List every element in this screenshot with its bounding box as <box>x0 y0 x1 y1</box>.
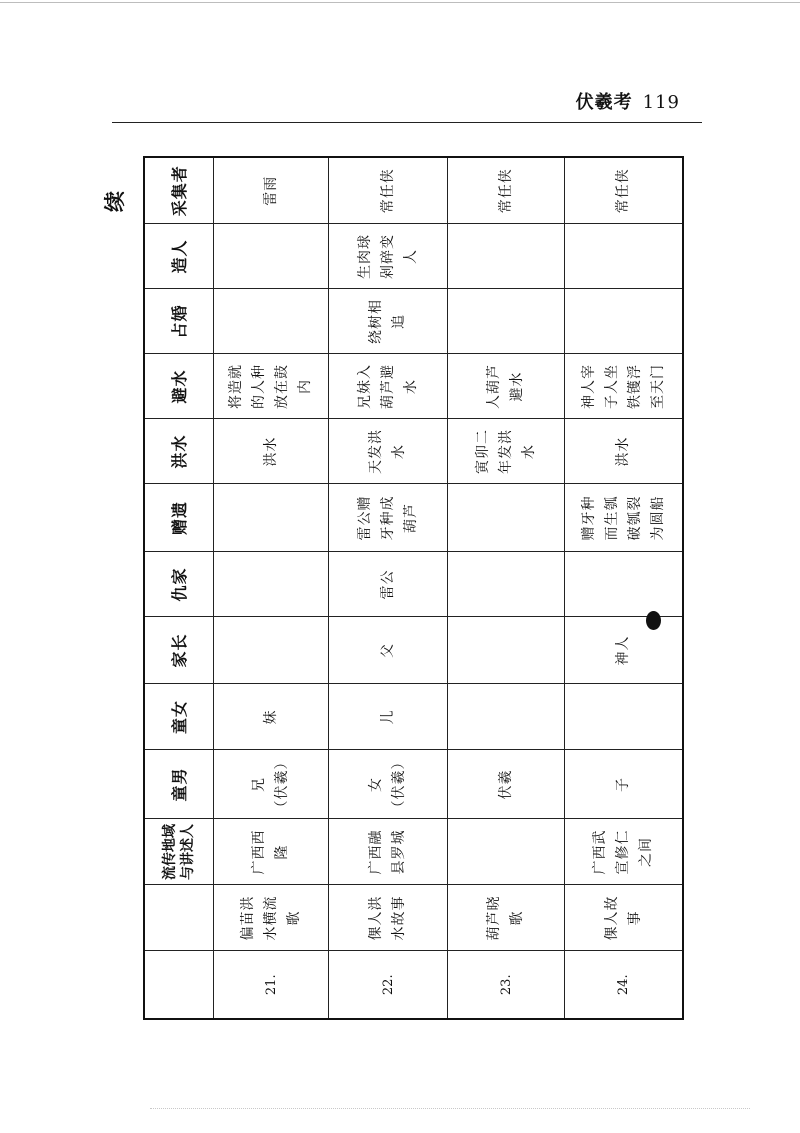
cell-boy <box>565 750 684 819</box>
cell-girl <box>565 684 684 750</box>
cell-girl <box>448 684 565 750</box>
cell-line: 隆 <box>274 844 290 860</box>
cell-line: 伏羲 <box>497 769 514 800</box>
cell-line: 的人种 <box>251 364 267 409</box>
book-title: 伏羲考 <box>575 92 633 113</box>
cell-boy <box>214 750 329 819</box>
cell-line: 寅卯二 <box>474 429 491 474</box>
cell-line: 避水 <box>509 371 525 402</box>
header-col-flood: 洪水 <box>144 419 214 484</box>
cell-title <box>214 885 329 951</box>
cell-line: 神人宰 <box>580 364 597 409</box>
cell-line: 歌 <box>285 910 302 926</box>
row-number: 22. <box>329 951 448 1019</box>
cell-line: 广西西 <box>251 829 267 875</box>
cell-line: 儿 <box>379 709 396 725</box>
cell-line: 倮人洪 <box>368 895 384 941</box>
cell-shelter <box>448 354 565 419</box>
cell-region <box>565 819 684 885</box>
cell-marriage <box>329 289 448 354</box>
cell-line: 广西武 <box>592 829 608 875</box>
cell-shelter <box>329 354 448 419</box>
cell-line: 常任侠 <box>497 168 514 214</box>
cell-flood <box>214 419 329 484</box>
cell-shelter <box>565 354 684 419</box>
cell-line: 偏苗洪 <box>239 895 256 941</box>
cell-line: 铁镬浮 <box>626 364 643 409</box>
cell-line: 水横流 <box>262 895 279 941</box>
table-row <box>448 157 565 1019</box>
header-col-gift: 赠遗 <box>144 484 214 552</box>
cell-line: 为圆船 <box>649 495 666 541</box>
row-number: 21. <box>214 951 329 1019</box>
header-col-shelter: 避水 <box>144 354 214 419</box>
cell-girl <box>214 684 329 750</box>
cell-creation <box>329 224 448 289</box>
cell-line: 宣修仁 <box>615 829 631 875</box>
cell-line: 兄 <box>251 777 267 792</box>
cell-line: 雷公赠 <box>356 495 373 541</box>
header-row <box>144 157 214 1019</box>
cell-line: 雷公 <box>379 569 396 600</box>
cell-line: 放在鼓 <box>274 364 290 409</box>
cell-line: 葫芦晓 <box>486 895 502 941</box>
cell-line: 事 <box>626 910 643 926</box>
cell-line: 兄妹入 <box>356 364 373 409</box>
cell-line: 水 <box>391 444 407 459</box>
cell-line: 将造就 <box>228 364 244 409</box>
cell-gift <box>448 484 565 552</box>
cell-line: 倮人故 <box>603 895 620 941</box>
cell-parent <box>448 617 565 684</box>
cell-creation <box>448 224 565 289</box>
rotated-table-block <box>102 165 668 1020</box>
cell-line: 洪水 <box>615 436 631 467</box>
scan-edge <box>0 2 800 3</box>
cell-line: 天发洪 <box>368 429 384 474</box>
cell-enemy <box>329 552 448 617</box>
cell-region <box>329 819 448 885</box>
cell-collector <box>565 157 684 224</box>
cell-boy <box>448 750 565 819</box>
flood-myth-table <box>143 156 684 1020</box>
cell-flood <box>565 419 684 484</box>
cell-line: 子人坐 <box>603 364 620 409</box>
header-col-title <box>144 885 214 951</box>
cell-flood <box>329 419 448 484</box>
table-row <box>329 157 448 1019</box>
cell-line: 水 <box>402 379 419 394</box>
cell-line: 水故事 <box>391 895 407 941</box>
header-col-collector: 采集者 <box>144 157 214 224</box>
cell-line: 神人 <box>615 635 631 666</box>
cell-parent <box>329 617 448 684</box>
table-row <box>214 157 329 1019</box>
cell-line: 葫芦避 <box>379 364 396 409</box>
cell-line: 至天门 <box>649 364 666 409</box>
page-number: 119 <box>642 92 680 113</box>
cell-collector <box>448 157 565 224</box>
cell-line: 葫芦 <box>402 503 419 533</box>
cell-line: 歌 <box>509 910 525 926</box>
header-col-boy: 童男 <box>144 750 214 819</box>
cell-line: 破瓠裂 <box>626 495 643 541</box>
cell-marriage <box>214 289 329 354</box>
cell-line: 牙种成 <box>379 495 396 541</box>
cell-girl <box>329 684 448 750</box>
cell-boy <box>329 750 448 819</box>
cell-line: 赠牙种 <box>580 495 597 541</box>
ink-blot <box>646 611 661 630</box>
header-col-girl: 童女 <box>144 684 214 750</box>
cell-line: 年发洪 <box>497 429 514 474</box>
cell-collector <box>214 157 329 224</box>
cell-region <box>214 819 329 885</box>
cell-marriage <box>565 289 684 354</box>
cell-line: 人葫芦 <box>486 364 502 409</box>
cell-line: 常任侠 <box>615 168 631 214</box>
cell-title <box>329 885 448 951</box>
cell-line: 而生瓠 <box>603 495 620 541</box>
cell-line: 生肉球 <box>356 234 373 279</box>
cell-line: 广西融 <box>368 829 384 875</box>
scan-noise <box>150 1108 750 1109</box>
cell-marriage <box>448 289 565 354</box>
cell-title <box>565 885 684 951</box>
cell-line: 水 <box>520 444 537 459</box>
cell-line: 内 <box>297 379 313 394</box>
running-head <box>576 88 680 114</box>
cell-title <box>448 885 565 951</box>
cell-line: 人 <box>402 249 419 264</box>
cell-gift <box>329 484 448 552</box>
header-col-number <box>144 951 214 1019</box>
cell-line: （伏羲） <box>391 754 407 815</box>
cell-line: 洪水 <box>262 436 279 467</box>
cell-line: 追 <box>391 314 407 329</box>
cell-line: 剁碎变 <box>379 234 396 279</box>
header-col-parent: 家长 <box>144 617 214 684</box>
cell-parent <box>565 617 684 684</box>
header-col-marriage: 占婚 <box>144 289 214 354</box>
cell-creation <box>214 224 329 289</box>
cell-parent <box>214 617 329 684</box>
cell-shelter <box>214 354 329 419</box>
cell-line: 县罗城 <box>391 829 407 875</box>
row-number: 24. <box>565 951 684 1019</box>
cell-region <box>448 819 565 885</box>
header-col-enemy: 仇家 <box>144 552 214 617</box>
cell-line: 常任侠 <box>379 168 396 214</box>
header-col-creation: 造人 <box>144 224 214 289</box>
cell-line: （伏羲） <box>274 754 290 815</box>
cell-creation <box>565 224 684 289</box>
cell-line: 子 <box>615 777 631 792</box>
continued-label: 续 <box>102 189 127 212</box>
cell-enemy <box>214 552 329 617</box>
cell-gift <box>214 484 329 552</box>
cell-enemy <box>565 552 684 617</box>
row-number: 23. <box>448 951 565 1019</box>
cell-gift <box>565 484 684 552</box>
cell-line: 父 <box>379 643 396 658</box>
table-row <box>565 157 684 1019</box>
cell-line: 妹 <box>262 709 279 725</box>
cell-line: 绕树相 <box>368 299 384 344</box>
cell-line: 之间 <box>638 837 654 867</box>
cell-collector <box>329 157 448 224</box>
header-rule <box>112 122 702 123</box>
cell-line: 雷雨 <box>262 175 279 206</box>
cell-flood <box>448 419 565 484</box>
cell-enemy <box>448 552 565 617</box>
cell-line: 女 <box>368 777 384 792</box>
header-col-region: 流传地域与讲述人 <box>144 819 214 885</box>
